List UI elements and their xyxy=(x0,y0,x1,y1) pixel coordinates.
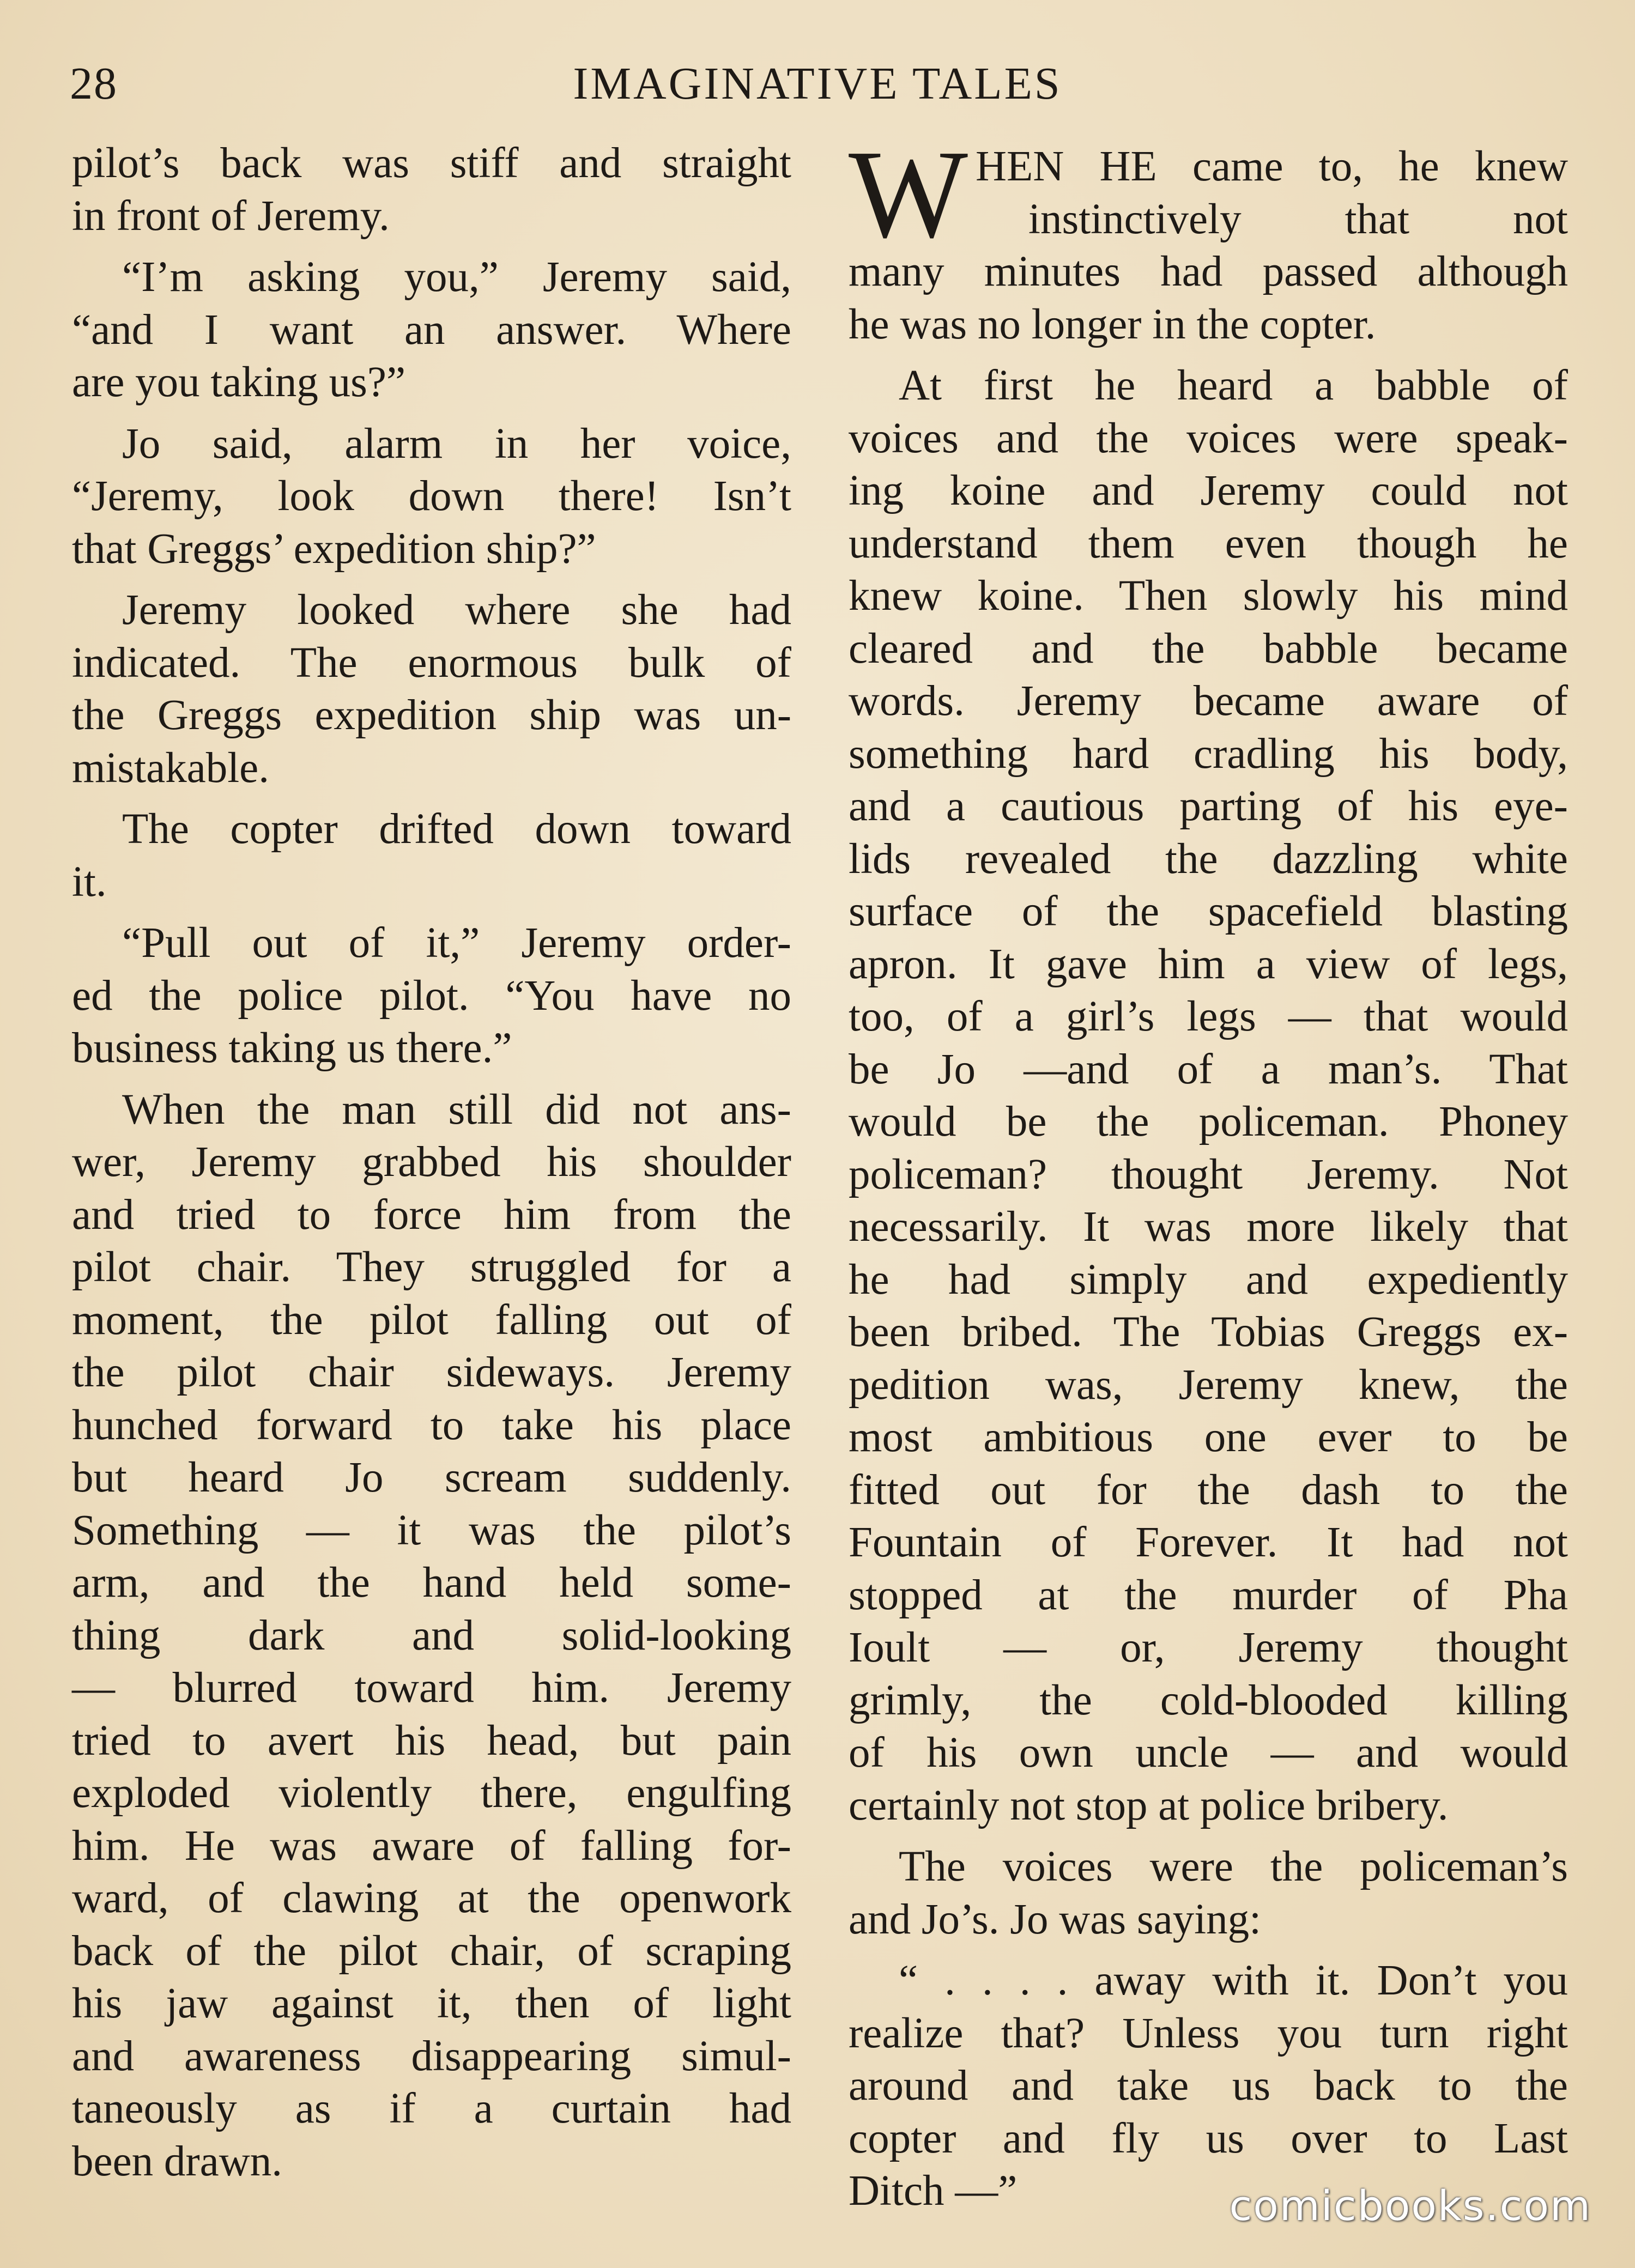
text-line: The copter drifted down toward xyxy=(122,805,791,853)
paragraph xyxy=(849,246,1568,351)
text-line: business taking us there.” xyxy=(72,1024,512,1072)
text-line: ed the police pilot. “You have no xyxy=(72,972,791,1020)
text-line: back of the pilot chair, of scraping xyxy=(72,1927,791,1975)
text-line: — blurred toward him. Jeremy xyxy=(72,1664,791,1712)
text-line: “and I want an answer. Where xyxy=(72,306,791,354)
text-line: but heard Jo scream suddenly. xyxy=(72,1454,791,1501)
text-line: ward, of clawing at the openwork xyxy=(72,1875,791,1922)
text-line: grimly, the cold-blooded killing xyxy=(849,1676,1568,1724)
text-line: certainly not stop at police bribery. xyxy=(849,1781,1449,1829)
text-line: hunched forward to take his place xyxy=(72,1401,791,1449)
text-line: pilot chair. They struggled for a xyxy=(72,1244,791,1291)
text-line: “ . . . . away with it. Don’t you xyxy=(899,1957,1568,2004)
text-line: At first he heard a babble of xyxy=(899,362,1568,409)
text-line: the Greggs expedition ship was un- xyxy=(72,692,791,739)
text-line: him. He was aware of falling for- xyxy=(72,1822,791,1870)
text-line: it. xyxy=(72,858,107,906)
text-line: something hard cradling his body, xyxy=(849,730,1568,778)
text-line: realize that? Unless you turn right xyxy=(849,2009,1568,2057)
text-line: When the man still did not ans- xyxy=(122,1086,791,1133)
text-line: tried to avert his head, but pain xyxy=(72,1717,791,1764)
text-line: ing koine and Jeremy could not xyxy=(849,467,1568,514)
text-line: lids revealed the dazzling white xyxy=(849,835,1568,883)
text-line: policeman? thought Jeremy. Not xyxy=(849,1150,1568,1198)
text-line: Ditch —” xyxy=(849,2167,1018,2215)
text-line: in front of Jeremy. xyxy=(72,192,390,240)
running-title: IMAGINATIVE TALES xyxy=(573,58,1062,109)
text-line: pedition was, Jeremy knew, the xyxy=(849,1361,1568,1409)
paragraph xyxy=(72,251,791,409)
right-paragraphs xyxy=(849,246,1568,2218)
paragraph xyxy=(72,584,791,795)
text-line: his jaw against it, then of light xyxy=(72,1980,791,2027)
drop-cap: W xyxy=(849,124,968,264)
left-column xyxy=(72,137,791,2197)
text-line: wer, Jeremy grabbed his shoulder xyxy=(72,1138,791,1186)
paragraph xyxy=(72,418,791,576)
text-line: Something — it was the pilot’s xyxy=(72,1506,791,1554)
text-line: indicated. The enormous bulk of xyxy=(72,639,791,687)
text-line: most ambitious one ever to be xyxy=(849,1414,1568,1461)
paragraph xyxy=(849,360,1568,1832)
text-line: are you taking us?” xyxy=(72,359,406,406)
page-header xyxy=(70,57,1565,117)
text-line: been drawn. xyxy=(72,2137,283,2185)
watermark: comicbooks.com xyxy=(1229,2181,1591,2230)
paragraph xyxy=(849,1955,1568,2218)
paragraph xyxy=(72,1084,791,2188)
opening-line: instinctively that not xyxy=(1028,195,1568,243)
text-line: taneously as if a curtain had xyxy=(72,2085,791,2132)
paragraph xyxy=(72,917,791,1075)
text-line: exploded violently there, engulfing xyxy=(72,1769,791,1817)
text-line: and tried to force him from the xyxy=(72,1191,791,1239)
paragraph xyxy=(72,803,791,908)
paragraph xyxy=(849,1841,1568,1946)
text-line: been bribed. The Tobias Greggs ex- xyxy=(849,1308,1568,1356)
text-line: be Jo —and of a man’s. That xyxy=(849,1045,1568,1093)
text-line: “Pull out of it,” Jeremy order- xyxy=(122,919,791,967)
text-line: would be the policeman. Phoney xyxy=(849,1098,1568,1145)
opening-paragraph xyxy=(849,124,1568,264)
text-line: and a cautious parting of his eye- xyxy=(849,783,1568,830)
text-line: the pilot chair sideways. Jeremy xyxy=(72,1349,791,1396)
paragraph xyxy=(72,137,791,242)
text-line: he was no longer in the copter. xyxy=(849,300,1376,348)
text-line: of his own uncle — and would xyxy=(849,1729,1568,1776)
text-line: copter and fly us over to Last xyxy=(849,2114,1568,2162)
text-line: moment, the pilot falling out of xyxy=(72,1296,791,1344)
text-line: mistakable. xyxy=(72,744,269,792)
text-line: cleared and the babble became xyxy=(849,624,1568,672)
text-line: necessarily. It was more likely that xyxy=(849,1203,1568,1251)
text-line: Jo said, alarm in her voice, xyxy=(122,420,791,468)
text-line: thing dark and solid-looking xyxy=(72,1611,791,1659)
text-line: knew koine. Then slowly his mind xyxy=(849,572,1568,620)
text-line: fitted out for the dash to the xyxy=(849,1466,1568,1514)
page-number: 28 xyxy=(70,58,118,109)
opening-line: HEN HE came to, he knew xyxy=(975,143,1568,190)
text-line: The voices were the policeman’s xyxy=(899,1843,1568,1890)
text-line: Jeremy looked where she had xyxy=(122,586,791,634)
text-line: arm, and the hand held some- xyxy=(72,1559,791,1606)
text-line: many minutes had passed although xyxy=(849,248,1568,295)
text-line: “I’m asking you,” Jeremy said, xyxy=(122,253,791,301)
text-line: “Jeremy, look down there! Isn’t xyxy=(72,472,791,520)
text-line: understand them even though he xyxy=(849,519,1568,567)
text-line: apron. It gave him a view of legs, xyxy=(849,940,1568,988)
right-column xyxy=(849,124,1568,2227)
text-line: Ioult — or, Jeremy thought xyxy=(849,1624,1568,1671)
text-line: voices and the voices were speak- xyxy=(849,414,1568,462)
text-line: Fountain of Forever. It had not xyxy=(849,1519,1568,1566)
text-line: too, of a girl’s legs — that would xyxy=(849,993,1568,1040)
text-line: words. Jeremy became aware of xyxy=(849,677,1568,725)
text-line: stopped at the murder of Pha xyxy=(849,1571,1568,1619)
text-line: pilot’s back was stiff and straight xyxy=(72,140,791,187)
text-line: around and take us back to the xyxy=(849,2062,1568,2109)
text-line: surface of the spacefield blasting xyxy=(849,888,1568,935)
text-line: that Greggs’ expedition ship?” xyxy=(72,525,596,573)
text-line: he had simply and expediently xyxy=(849,1256,1568,1303)
text-line: and Jo’s. Jo was saying: xyxy=(849,1895,1262,1943)
text-line: and awareness disappearing simul- xyxy=(72,2032,791,2080)
